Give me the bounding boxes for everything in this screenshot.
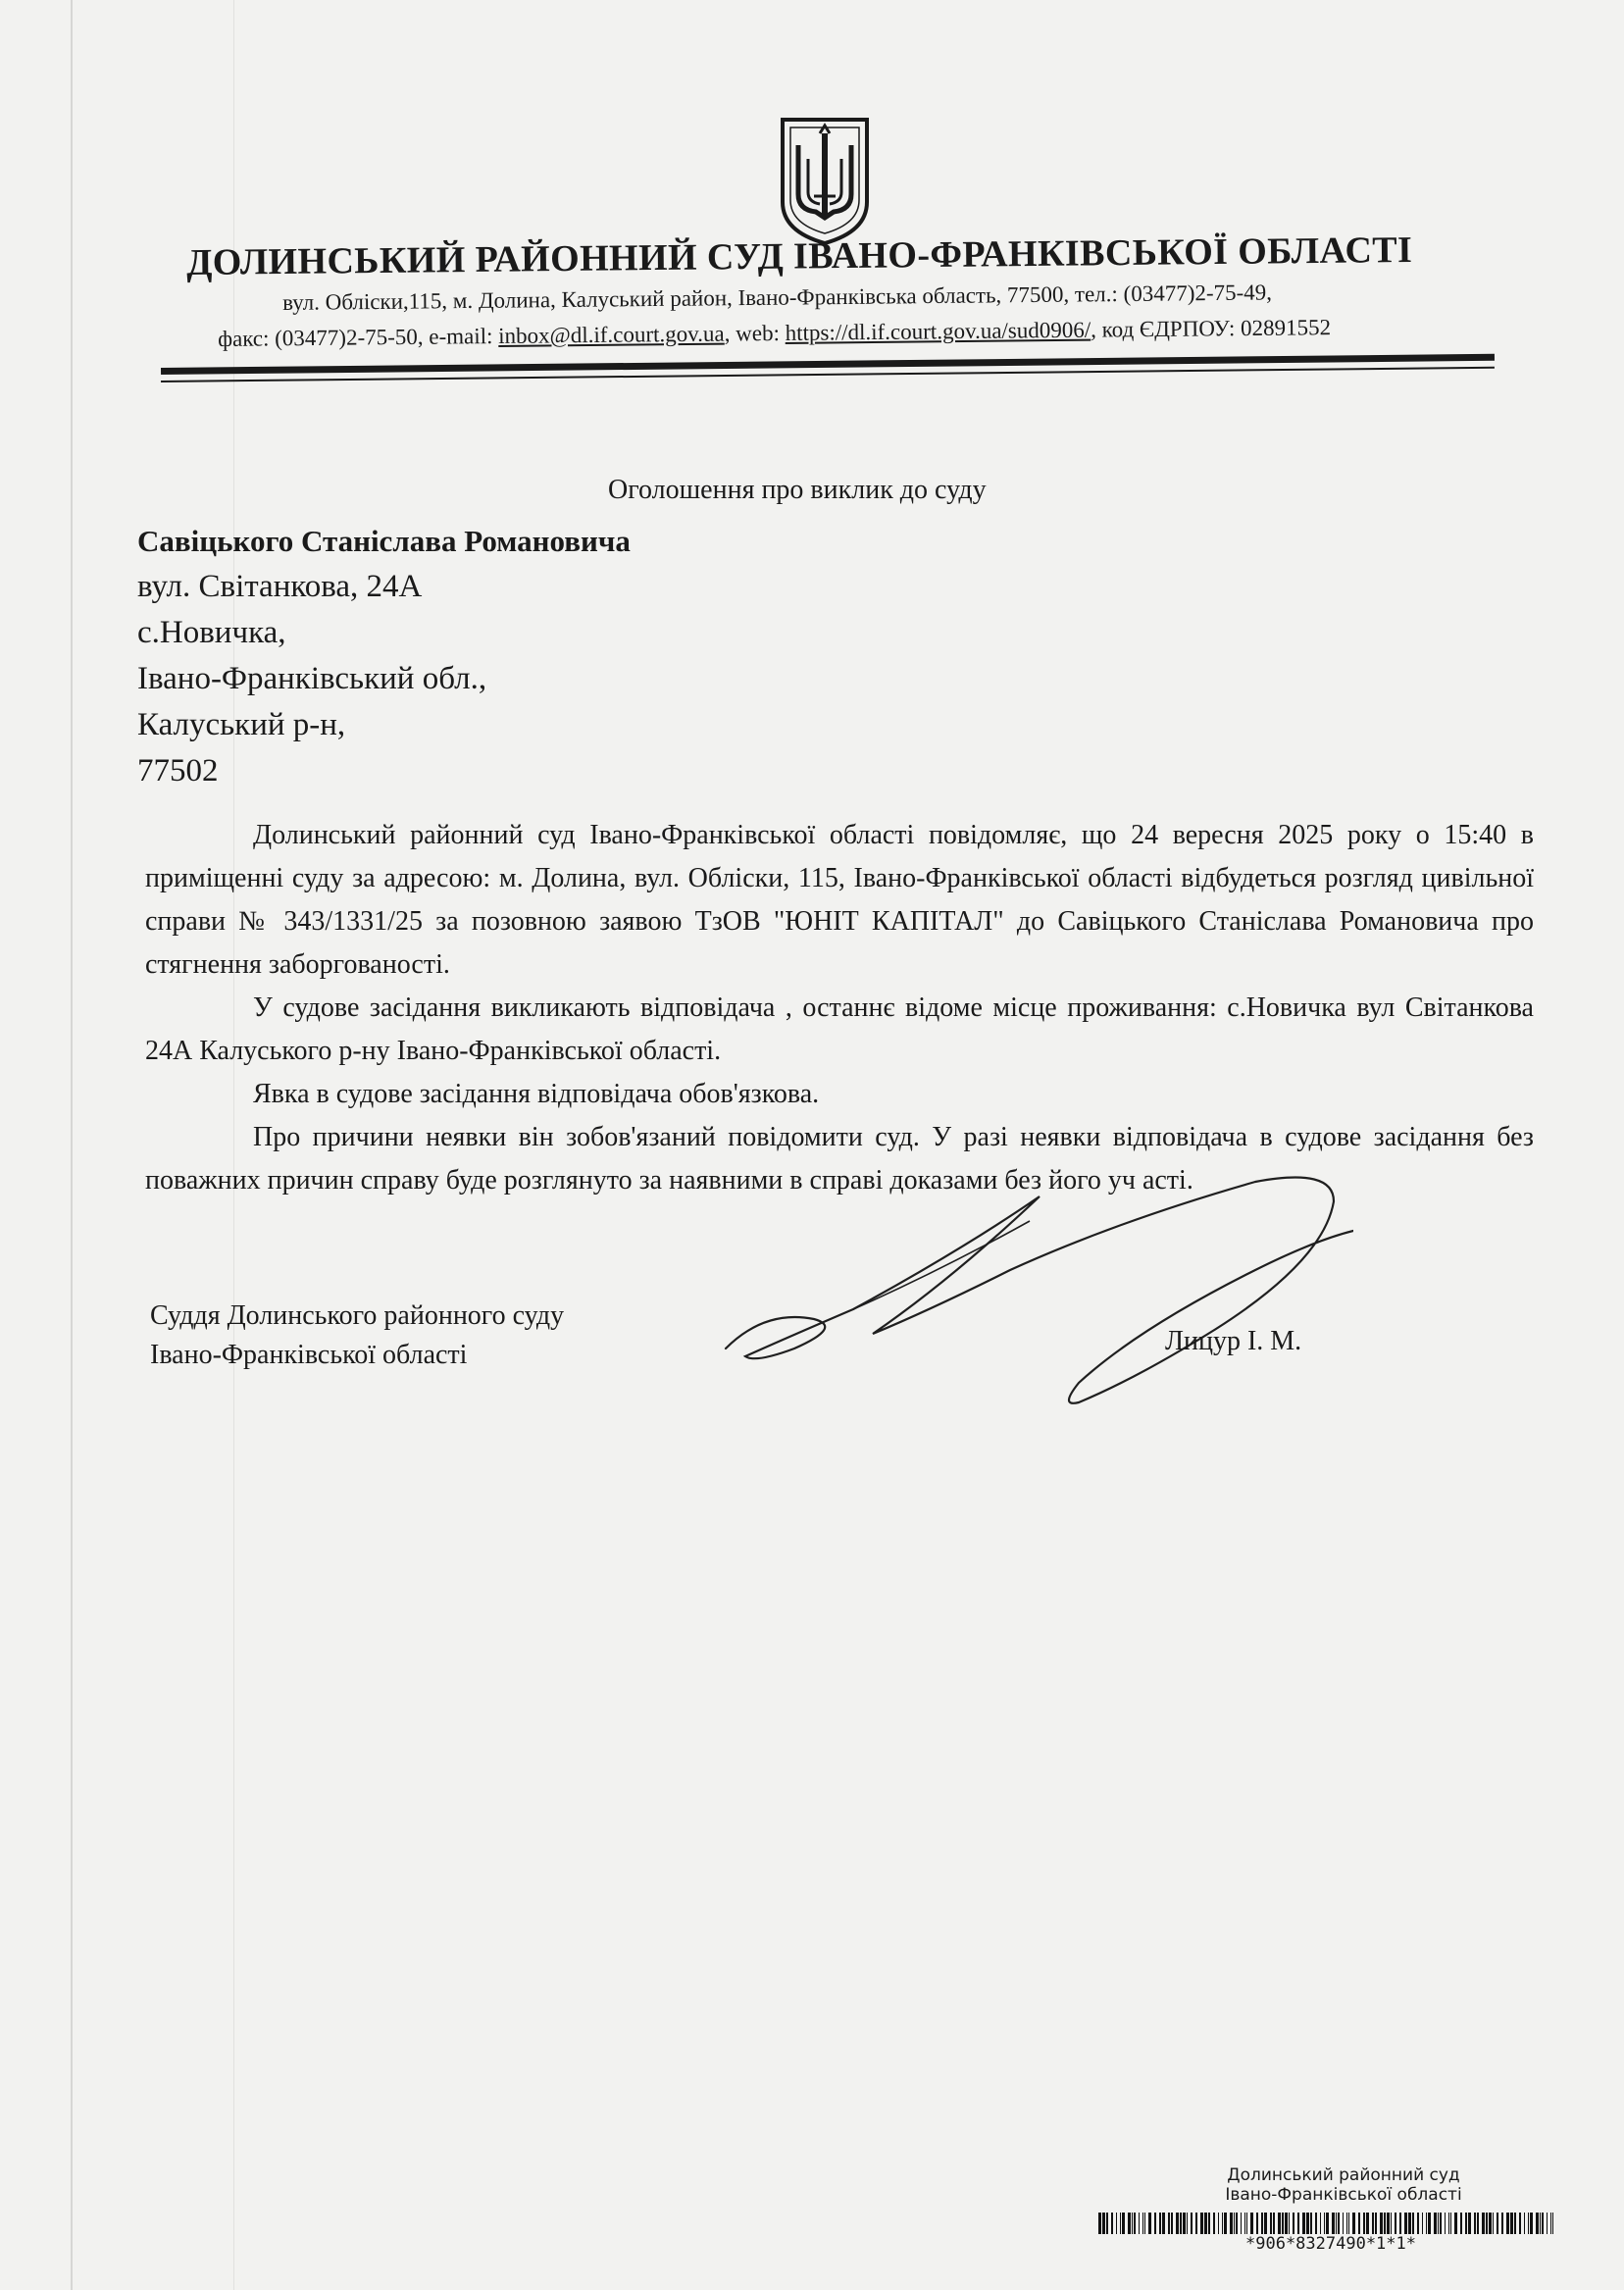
barcode-bar	[1343, 2213, 1344, 2234]
body-paragraph: Явка в судове засідання відповідача обов'язкова.	[253, 1079, 820, 1109]
barcode-bar	[1380, 2213, 1383, 2234]
barcode-bar	[1412, 2213, 1414, 2234]
barcode-bar	[1440, 2213, 1442, 2234]
registry-stamp	[1216, 2165, 1471, 2205]
coat-of-arms-icon	[777, 116, 873, 247]
barcode-bar	[1366, 2213, 1369, 2234]
barcode-bar	[1519, 2213, 1521, 2234]
barcode-bar	[1142, 2213, 1143, 2234]
barcode-bar	[1454, 2213, 1457, 2234]
barcode-bar	[1139, 2213, 1140, 2234]
barcode-bar	[1434, 2213, 1437, 2234]
header-rule	[161, 354, 1495, 375]
barcode-bar	[1372, 2213, 1374, 2234]
body-paragraph: Долинський районний суд Івано-Франківської області повідомляє, що 24 вересня 2025 року о 15:40 в приміщенні суду за адресою: м. Долина, вул. Обліски, 115, Івано-Франківської області відбудеться розгляд цивільної справи № 343/1331/25 за позовною заявою ТзОВ "ЮНІТ КАПІТАЛ" до Савіцького Станіслава Романовича про стягнення заборгованості.	[145, 820, 1534, 980]
barcode-bar	[1422, 2213, 1423, 2234]
email-link[interactable]: inbox@dl.if.court.gov.ua	[498, 321, 725, 349]
barcode-bar	[1474, 2213, 1476, 2234]
barcode-bar	[1297, 2213, 1299, 2234]
barcode-bar	[1132, 2213, 1133, 2234]
notice-body	[145, 814, 1534, 1202]
barcode-bar	[1270, 2213, 1272, 2234]
barcode-bar	[1348, 2213, 1349, 2234]
barcode-bar	[1120, 2213, 1121, 2234]
barcode-bar	[1102, 2213, 1105, 2234]
barcode-bar	[1552, 2213, 1553, 2234]
handwritten-signature	[706, 1162, 1353, 1412]
barcode-bar	[1176, 2213, 1179, 2234]
barcode-bar	[1542, 2213, 1544, 2234]
barcode-bar	[1264, 2213, 1267, 2234]
barcode-bar	[1497, 2213, 1498, 2234]
court-address: вул. Обліски,115, м. Долина, Калуський район, Івано-Франківська область, 77500, тел.: (03477)2-75-49,	[282, 280, 1273, 315]
barcode-bar	[1278, 2213, 1281, 2234]
barcode-bar	[1187, 2213, 1188, 2234]
recipient-address-line: Івано-Франківський обл.,	[137, 661, 487, 696]
barcode-bar	[1408, 2213, 1411, 2234]
barcode-bar	[1180, 2213, 1182, 2234]
court-title: ДОЛИНСЬКИЙ РАЙОННИЙ СУД ІВАНО-ФРАНКІВСЬКОЇ ОБЛАСТІ	[186, 229, 1413, 283]
barcode-bar	[1375, 2213, 1377, 2234]
barcode-bar	[1332, 2213, 1335, 2234]
barcode-bar	[1302, 2213, 1305, 2234]
barcode-bar	[1116, 2213, 1117, 2234]
recipient-address-line: вул. Світанкова, 24А	[137, 569, 423, 604]
court-contacts	[218, 315, 1331, 352]
barcode-bar	[1289, 2213, 1290, 2234]
barcode-bar	[1241, 2213, 1242, 2234]
barcode-bar	[1273, 2213, 1275, 2234]
barcode-bar	[1326, 2213, 1329, 2234]
body-paragraph: Про причини неявки він зобов'язаний повідомити суд. У разі неявки відповідача в судове засідання без поважних причин справу буде розглянуто за наявними в справі доказами без його уч асті.	[145, 1122, 1534, 1196]
barcode-bar	[1222, 2213, 1223, 2234]
barcode-bar	[1293, 2213, 1294, 2234]
barcode-bar	[1148, 2213, 1151, 2234]
web-link[interactable]: https://dl.if.court.gov.ua/sud0906/	[785, 317, 1091, 345]
barcode-bar	[1122, 2213, 1125, 2234]
barcode-bar	[1195, 2213, 1197, 2234]
barcode-bar	[1310, 2213, 1312, 2234]
notice-heading: Оголошення про виклик до суду	[608, 475, 987, 505]
barcode-bar	[1460, 2213, 1462, 2234]
barcode-bar	[1448, 2213, 1449, 2234]
barcode-bar	[1336, 2213, 1337, 2234]
barcode-bar	[1154, 2213, 1156, 2234]
barcode-bar	[1200, 2213, 1203, 2234]
barcode-bar	[1426, 2213, 1427, 2234]
barcode-bar	[1261, 2213, 1263, 2234]
barcode-bar	[1183, 2213, 1186, 2234]
barcode-bar	[1395, 2213, 1396, 2234]
barcode-bar	[1236, 2213, 1238, 2234]
barcode-bar	[1391, 2213, 1392, 2234]
barcode-bar	[1438, 2213, 1439, 2234]
barcode-bar	[1168, 2213, 1170, 2234]
edrpou-code: , код ЄДРПОУ: 02891552	[1091, 315, 1332, 342]
barcode-bar	[1106, 2213, 1108, 2234]
stamp-line: Долинський районний суд	[1227, 2165, 1460, 2185]
barcode-bar	[1530, 2213, 1533, 2234]
barcode-bar	[1465, 2213, 1467, 2234]
barcode-bar	[1486, 2213, 1488, 2234]
barcode-bar	[1159, 2213, 1161, 2234]
barcode-bar	[1506, 2213, 1509, 2234]
barcode-bar	[1493, 2213, 1494, 2234]
barcode-bar	[1338, 2213, 1340, 2234]
barcode	[1098, 2213, 1559, 2234]
barcode-bar	[1417, 2213, 1419, 2234]
barcode-bar	[1244, 2213, 1245, 2234]
barcode-bar	[1477, 2213, 1479, 2234]
barcode-bar	[1399, 2213, 1401, 2234]
barcode-bar	[1256, 2213, 1258, 2234]
barcode-bar	[1285, 2213, 1288, 2234]
fax-text: факс: (03477)2-75-50, e-mail:	[218, 324, 499, 351]
stamp-line: Івано-Франківської області	[1225, 2185, 1462, 2205]
judge-title-line: Івано-Франківської області	[150, 1340, 468, 1370]
recipient-address-line: 77502	[137, 753, 219, 789]
barcode-bar	[1501, 2213, 1503, 2234]
barcode-bar	[1324, 2213, 1325, 2234]
barcode-bar	[1528, 2213, 1529, 2234]
barcode-bar	[1204, 2213, 1207, 2234]
barcode-bar	[1358, 2213, 1360, 2234]
barcode-bar	[1352, 2213, 1355, 2234]
web-label: , web:	[724, 320, 786, 346]
barcode-bar	[1315, 2213, 1317, 2234]
recipient-address-line: с.Новичка,	[137, 615, 286, 650]
barcode-bar	[1111, 2213, 1113, 2234]
barcode-bar	[1144, 2213, 1145, 2234]
recipient-address-line: Калуський р-н,	[137, 707, 346, 742]
barcode-bar	[1387, 2213, 1390, 2234]
recipient-name: Савіцького Станіслава Романовича	[137, 524, 631, 558]
judge-name: Лицур І. М.	[1165, 1326, 1302, 1356]
barcode-bar	[1213, 2213, 1215, 2234]
barcode-bar	[1191, 2213, 1193, 2234]
barcode-bar	[1384, 2213, 1386, 2234]
barcode-bar	[1540, 2213, 1541, 2234]
barcode-bar	[1218, 2213, 1219, 2234]
judge-title-line: Суддя Долинського районного суду	[150, 1300, 565, 1331]
barcode-bar	[1404, 2213, 1407, 2234]
barcode-bar	[1234, 2213, 1235, 2234]
judge-title	[150, 1297, 564, 1375]
barcode-bar	[1482, 2213, 1485, 2234]
barcode-bar	[1524, 2213, 1525, 2234]
barcode-bar	[1536, 2213, 1539, 2234]
body-paragraph: У судове засідання викликають відповідача , останнє відоме місце проживання: с.Новичка вул Світанкова 24А Калуського р-ну Івано-Франківської області.	[145, 992, 1534, 1066]
barcode-bar	[1134, 2213, 1136, 2234]
barcode-bar	[1450, 2213, 1451, 2234]
barcode-bar	[1098, 2213, 1101, 2234]
barcode-bar	[1445, 2213, 1446, 2234]
barcode-bar	[1514, 2213, 1516, 2234]
barcode-bar	[1363, 2213, 1365, 2234]
barcode-bar	[1208, 2213, 1210, 2234]
barcode-bar	[1428, 2213, 1431, 2234]
barcode-bar	[1306, 2213, 1309, 2234]
barcode-bar	[1246, 2213, 1247, 2234]
barcode-number: *906*8327490*1*1*	[1245, 2234, 1416, 2254]
barcode-bar	[1230, 2213, 1233, 2234]
barcode-bar	[1468, 2213, 1471, 2234]
barcode-bar	[1171, 2213, 1173, 2234]
barcode-bar	[1162, 2213, 1165, 2234]
barcode-bar	[1250, 2213, 1253, 2234]
barcode-bar	[1510, 2213, 1513, 2234]
barcode-bar	[1550, 2213, 1551, 2234]
barcode-bar	[1489, 2213, 1492, 2234]
barcode-bar	[1547, 2213, 1548, 2234]
scan-edge	[71, 0, 73, 2290]
barcode-bar	[1128, 2213, 1131, 2234]
barcode-bar	[1224, 2213, 1227, 2234]
barcode-bar	[1282, 2213, 1284, 2234]
barcode-bar	[1346, 2213, 1347, 2234]
barcode-bar	[1320, 2213, 1321, 2234]
